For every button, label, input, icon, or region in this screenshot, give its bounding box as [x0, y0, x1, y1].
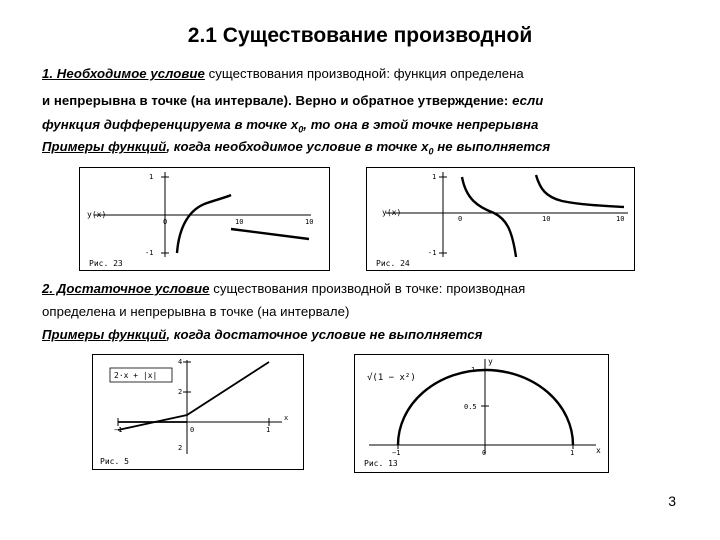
fig2-caption: Рис. 24 [376, 259, 410, 268]
fig4-tick-zero: 0 [482, 449, 487, 457]
fig1-ylabel: y(x) [87, 210, 107, 219]
section1-line2-italic: если [512, 93, 544, 108]
fig4-axis-y: y [488, 357, 493, 366]
fig3-tick-top: 4 [178, 358, 183, 366]
section2-line1 [42, 281, 525, 296]
fig3-tick-bottom: 2 [178, 444, 183, 452]
slide-title: 2.1 Существование производной [187, 24, 533, 47]
section1-line4-text: , когда необходимое условие в точке х [166, 139, 429, 154]
fig1-tick-x2: 10 [305, 218, 314, 226]
section2-line3-text: , когда достаточное условие не выполняется [166, 327, 483, 342]
fig1-tick-bottom: -1 [145, 249, 154, 257]
sufficient-condition-heading: 2. Достаточное условие [42, 281, 210, 296]
page-number: 3 [668, 493, 676, 509]
fig1-tick-top: 1 [149, 173, 154, 181]
fig2-tick-top: 1 [432, 173, 437, 181]
fig4-tick-1: 1 [471, 366, 476, 374]
section1-line2-text: и непрерывна в точке (на интервале). Верно и обратное утверждение: [42, 93, 513, 108]
section2-line2: определена и непрерывна в точке (на интервале) [42, 304, 350, 319]
fig2-ylabel: y(x) [382, 208, 402, 217]
figure-рис13 [354, 354, 609, 473]
fig1-tick-x1: 10 [235, 218, 244, 226]
fig4-formula: √(1 − x²) [367, 373, 416, 383]
fig4-caption: Рис. 13 [364, 459, 398, 468]
x0-subscript: 0 [428, 146, 434, 157]
section1-line3-rest: , то она в этой точке непрерывна [303, 117, 539, 132]
section1-line4-tail: не выполняется [433, 139, 551, 154]
figure-rис23 [79, 167, 330, 271]
section1-line1-text: существования производной: функция определена [204, 66, 524, 81]
fig1-tick-zero: 0 [163, 218, 168, 226]
figure-рис5 [92, 354, 304, 470]
fig2-tick-bottom: -1 [428, 249, 437, 257]
fig2-tick-zero: 0 [458, 215, 463, 223]
section1-line1 [42, 66, 524, 81]
section2-line3 [42, 327, 482, 342]
fig3-tick-neg1: −1 [114, 426, 123, 434]
fig4-axis-x: x [596, 446, 601, 455]
examples-link-1: Примеры функций [42, 139, 167, 154]
section1-line3-text: функция дифференцируема в точке х [42, 117, 299, 132]
x0-subscript: 0 [298, 124, 304, 135]
section1-line3 [42, 117, 538, 135]
necessary-condition-heading: 1. Необходимое условие [42, 66, 205, 81]
fig3-formula: 2·x + |x| [114, 371, 158, 380]
fig3-caption: Рис. 5 [100, 457, 129, 466]
fig1-caption: Рис. 23 [89, 259, 123, 268]
fig3-tick-one: 1 [266, 426, 271, 434]
examples-link-2: Примеры функций [42, 327, 167, 342]
section2-line1-text: существования производной в точке: производная [209, 281, 526, 296]
fig2-tick-x1: 10 [542, 215, 551, 223]
figure-рис24 [366, 167, 635, 271]
section1-line2 [42, 93, 543, 108]
fig3-axis-x: x [284, 414, 289, 422]
fig4-tick-neg1: −1 [392, 449, 401, 457]
section1-line4 [42, 139, 550, 157]
fig4-tick-05: 0.5 [464, 403, 477, 411]
fig3-tick-mid: 2 [178, 388, 183, 396]
fig3-tick-zero: 0 [190, 426, 195, 434]
fig4-tick-one: 1 [570, 449, 575, 457]
fig2-tick-x2: 10 [616, 215, 625, 223]
